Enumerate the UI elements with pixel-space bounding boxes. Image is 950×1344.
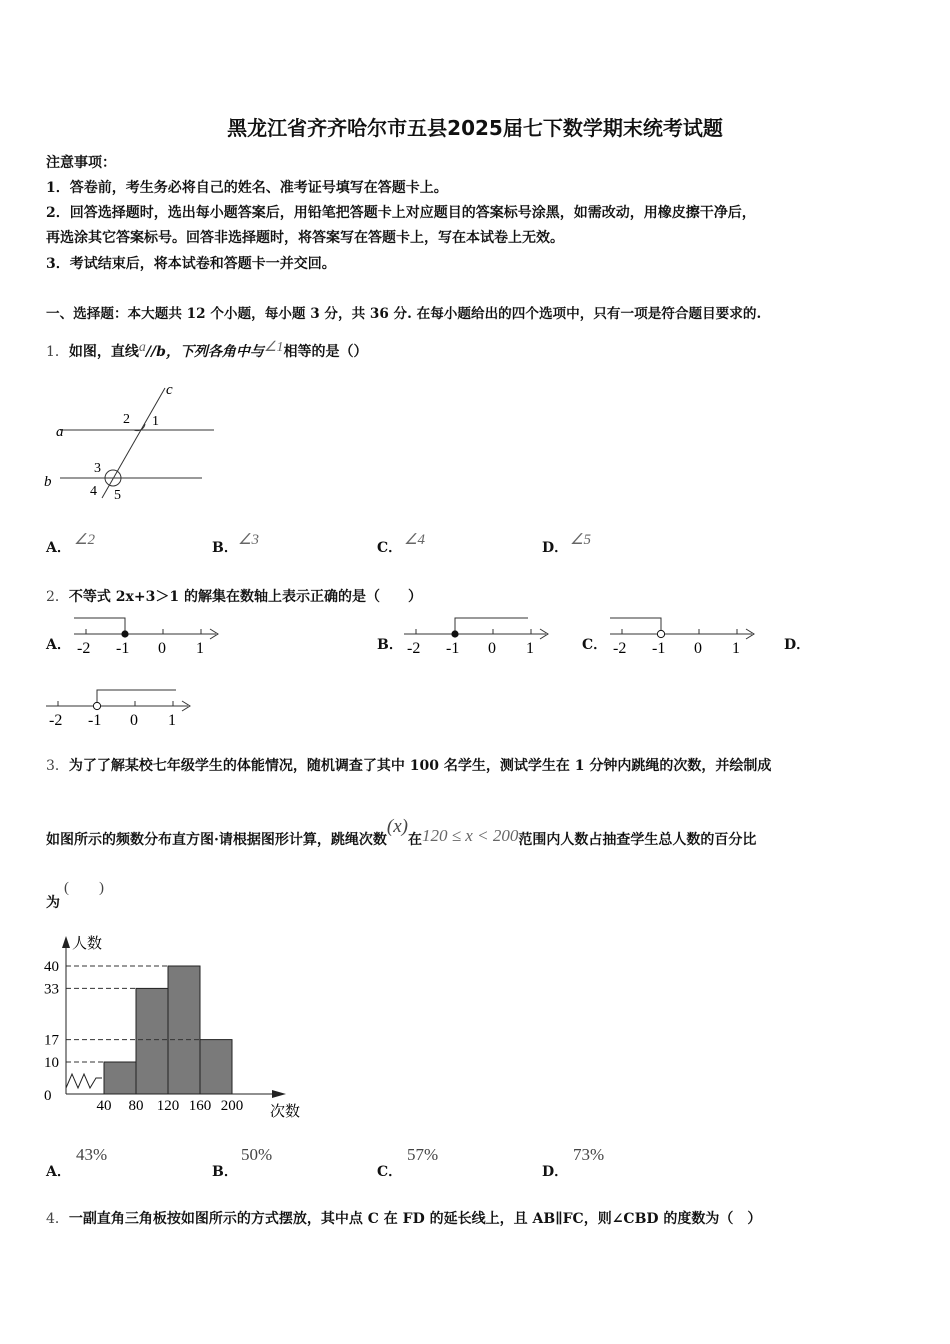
option-c-value: ∠4	[404, 532, 425, 548]
option-a-label[interactable]: A．	[46, 540, 71, 556]
x-axis-arrow	[272, 1090, 286, 1098]
parallel-lines-figure	[40, 378, 230, 503]
question-text: 在	[407, 832, 422, 848]
option-d-value: 73%	[573, 1145, 605, 1164]
number-line-d	[42, 684, 202, 732]
y-axis-arrow	[62, 936, 70, 948]
y-tick-label: 40	[44, 959, 59, 975]
histogram-bar	[168, 966, 200, 1094]
number-line-a	[70, 612, 230, 660]
option-d-label[interactable]: D．	[542, 540, 569, 556]
option-b-value: 50%	[241, 1145, 273, 1164]
page-title: 黑龙江省齐齐哈尔市五县2025届七下数学期末统考试题	[227, 116, 723, 140]
option-d-value: ∠5	[570, 532, 591, 548]
question-4	[46, 1208, 761, 1228]
option-c-label[interactable]: C．	[377, 1164, 403, 1180]
histogram-bar	[200, 1040, 232, 1094]
question-number: 1．	[46, 344, 69, 360]
tick-label: 1	[196, 640, 204, 657]
angle-label-2: 2	[123, 412, 130, 427]
notice-item-2a: 2．回答选择题时，选出每小题答案后，用铅笔把答题卡上对应题目的答案标号涂黑，如需改动，用橡皮擦干净后，	[46, 205, 756, 221]
tick-label: 0	[694, 640, 702, 657]
line-label-b: b	[44, 474, 52, 490]
question-3-line-2	[46, 816, 756, 849]
y-axis-label: 人数	[72, 936, 103, 952]
angle-label-1: 1	[152, 414, 159, 429]
tick-label: -1	[116, 640, 130, 657]
number-line-b	[400, 612, 560, 660]
tick-label: 0	[488, 640, 496, 657]
option-a-value: 43%	[76, 1145, 108, 1164]
section-heading: 一、选择题：本大题共 12 个小题，每小题 3 分，共 36 分. 在每小题给出的四个选项中，只有一项是符合题目要求的.	[46, 306, 762, 322]
question-text: 不等式 2x+3＞1 的解集在数轴上表示正确的是（ ）	[68, 589, 422, 605]
notice-item-3: 3．考试结束后，将本试卷和答题卡一并交回。	[46, 256, 336, 272]
number-line-c	[606, 612, 766, 660]
notice-item-1: 1．答卷前，考生务必将自己的姓名、准考证号填写在答题卡上。	[46, 180, 448, 196]
option-c-label[interactable]: C．	[582, 637, 608, 653]
question-number: 4．	[46, 1211, 69, 1227]
tick-label: -2	[77, 640, 91, 657]
question-2	[46, 586, 422, 606]
notice-heading: 注意事项：	[46, 155, 116, 171]
tick-label: -1	[88, 712, 102, 729]
question-text: 为了了解某校七年级学生的体能情况，随机调查了其中 100 名学生，测试学生在 1 分钟内跳绳的次数，并绘制成	[68, 758, 772, 774]
question-text: 范围内人数占抽查学生总人数的百分比	[518, 832, 757, 848]
notice-item-2b: 再选涂其它答案标号。回答非选择题时，将答案写在答题卡上，写在本试卷上无效。	[46, 230, 564, 246]
histogram-bar	[136, 988, 168, 1094]
line-label-c: c	[166, 382, 173, 398]
option-b-label[interactable]: B．	[377, 637, 403, 653]
question-1	[46, 339, 368, 361]
option-b-value: ∠3	[238, 532, 259, 548]
option-a-label[interactable]: A．	[46, 1164, 71, 1180]
y-tick-label: 33	[44, 981, 59, 998]
tick-label: 0	[130, 712, 138, 729]
tick-label: -1	[446, 640, 460, 657]
y-tick-label: 10	[44, 1055, 59, 1071]
question-3	[46, 755, 771, 775]
question-number: 2．	[46, 589, 69, 605]
x-axis-label: 次数	[270, 1104, 301, 1120]
option-a-label[interactable]: A．	[46, 637, 71, 653]
question-text: 一副直角三角板按如图所示的方式摆放，其中点 C 在 FD 的延长线上，且 AB∥FC，则∠CBD 的度数为（ ）	[68, 1211, 762, 1227]
formula-angle: ∠1	[263, 340, 284, 355]
option-b-label[interactable]: B．	[212, 1164, 238, 1180]
answer-paren: ( )	[64, 880, 104, 896]
x-tick-label: 120	[156, 1098, 180, 1114]
option-c-label[interactable]: C．	[377, 540, 403, 556]
x-tick-label: 80	[128, 1098, 144, 1114]
question-number: 3．	[46, 758, 69, 774]
formula-range: 120 ≤ x < 200	[421, 826, 519, 845]
question-text: 相等的是（）	[283, 344, 368, 360]
option-d-label[interactable]: D．	[542, 1164, 569, 1180]
histogram-bars	[104, 966, 232, 1094]
x-tick-label: 200	[220, 1098, 244, 1114]
histogram-bar	[104, 1062, 136, 1094]
x-tick-label: 40	[96, 1098, 112, 1114]
angle-label-3: 3	[94, 461, 101, 476]
tick-label: -2	[407, 640, 421, 657]
frequency-histogram	[40, 928, 320, 1128]
angle-label-4: 4	[90, 484, 97, 499]
tick-label: -2	[613, 640, 627, 657]
tick-label: 1	[168, 712, 176, 729]
option-c-value: 57%	[407, 1145, 439, 1164]
formula-x: (x)	[386, 816, 408, 837]
question-text: //b，下列各角中与	[145, 344, 264, 360]
tick-label: 0	[158, 640, 166, 657]
x-tick-label: 160	[188, 1098, 212, 1114]
formula-a: a	[138, 340, 146, 355]
option-d-label[interactable]: D．	[784, 637, 811, 653]
tick-label: -2	[49, 712, 63, 729]
tick-label: 1	[732, 640, 740, 657]
axis-break	[66, 1074, 102, 1088]
y-tick-label: 0	[44, 1088, 52, 1104]
tick-label: 1	[526, 640, 534, 657]
option-a-value: ∠2	[74, 532, 95, 548]
y-tick-label: 17	[44, 1032, 59, 1049]
tick-label: -1	[652, 640, 666, 657]
option-b-label[interactable]: B．	[212, 540, 238, 556]
question-3-line-3: 为	[46, 895, 60, 911]
question-text: 如图所示的频数分布直方图·请根据图形计算，跳绳次数	[46, 832, 387, 848]
line-label-a: a	[56, 424, 64, 440]
angle-label-5: 5	[114, 488, 121, 503]
question-text: 如图，直线	[68, 344, 139, 360]
